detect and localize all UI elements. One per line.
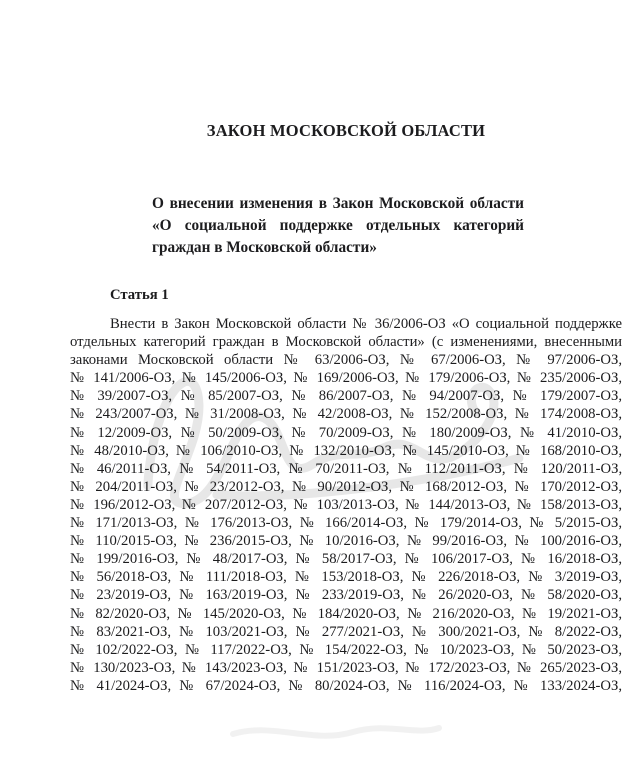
- law-number: № 204/2011-ОЗ,: [70, 478, 177, 495]
- law-number: № 171/2013-ОЗ,: [70, 515, 178, 532]
- law-number: № 153/2018-ОЗ,: [294, 569, 404, 586]
- scan-watermark-tail-icon: [225, 712, 445, 752]
- law-number: № 277/2021-ОЗ,: [295, 623, 404, 640]
- body-paragraph: Внести в Закон Московской области № 36/2006-ОЗ «О социальной поддержке отдельных категорий граждан в Московской области» (с изменениями, внесенными законами Московской области № 63/2006-ОЗ, № 67/2006-ОЗ, № 97/2006-ОЗ, № 141/2006-ОЗ, № 145/2006-ОЗ, № 169/2006-ОЗ, № 179/2006-ОЗ, № 235/2006-ОЗ, № 39/2007-ОЗ, № 85/2007-ОЗ, № 86/2007-ОЗ, № 94/2007-ОЗ, № 179/2007-ОЗ, № 243/2007-ОЗ, № 31/2008-ОЗ, № 42/2008-ОЗ, № 152/2008-ОЗ, № 174/2008-ОЗ, № 12/2009-ОЗ, № 50/2009-ОЗ, № 70/2009-ОЗ, № 180/2009-ОЗ, № 41/2010-ОЗ, № 48/2010-ОЗ, № 106/2010-ОЗ, № 132/2010-ОЗ, № 145/2010-ОЗ, № 168/2010-ОЗ, № 46/2011-ОЗ, № 54/2011-ОЗ, № 70/2011-ОЗ, № 112/2011-ОЗ, № 120/2011-ОЗ, № 204/2011-ОЗ, № 23/2012-ОЗ, № 90/2012-ОЗ, № 168/2012-ОЗ, № 170/2012-ОЗ, № 196/2012-ОЗ, № 207/2012-ОЗ, № 103/2013-ОЗ, № 144/2013-ОЗ, № 158/2013-ОЗ, № 171/2013-ОЗ, № 176/2013-ОЗ, № 166/2014-ОЗ, № 179/2014-ОЗ, № 5/2015-ОЗ, № 110/2015-ОЗ, № 236/2015-ОЗ, № 10/2016-ОЗ, № 99/2016-ОЗ, № 100/2016-ОЗ, № 199/2016-ОЗ, № 48/2017-ОЗ, № 58/2017-ОЗ, № 106/2017-ОЗ, № 16/2018-ОЗ, № 56/2018-ОЗ, № 111/2018-ОЗ, № 153/2018-ОЗ, № 226/2018-ОЗ, № 3/2019-ОЗ, № 23/2019-ОЗ, № 163/2019-ОЗ, № 233/2019-ОЗ, № 26/2020-ОЗ, № 58/2020-ОЗ, № 82/2020-ОЗ, № 145/2020-ОЗ, № 184/2020-ОЗ, № 216/2020-ОЗ, № 19/2021-ОЗ, № 83/2021-ОЗ, № 103/2021-ОЗ, № 277/2021-ОЗ, № 300/2021-ОЗ, № 8/2022-ОЗ, № 102/2022-ОЗ, № 117/2022-ОЗ, № 154/2022-ОЗ, № 10/2023-ОЗ, № 50/2023-ОЗ, № 130/2023-ОЗ, № 143/2023-ОЗ, № 151/2023-ОЗ, № 172/2023-ОЗ, № 265/2023-ОЗ, № 41/2024-ОЗ, № 67/2024-ОЗ, № 80/2024-ОЗ, № 116/2024-ОЗ, № 133/2024-ОЗ,: [70, 316, 623, 694]
- law-number: № 169/2006-ОЗ,: [293, 370, 399, 387]
- law-number: № 106/2010-ОЗ,: [175, 442, 283, 459]
- law-number: № 50/2023-ОЗ,: [521, 641, 622, 658]
- law-number: № 236/2015-ОЗ,: [184, 533, 292, 550]
- law-number: № 3/2019-ОЗ,: [528, 569, 623, 586]
- law-number: № 196/2012-ОЗ,: [70, 496, 176, 513]
- law-number: № 179/2007-ОЗ,: [512, 388, 623, 405]
- law-number: № 99/2016-ОЗ,: [406, 533, 508, 550]
- law-number: № 151/2023-ОЗ,: [293, 659, 399, 676]
- law-number: № 42/2008-ОЗ,: [292, 406, 393, 423]
- law-number: № 207/2012-ОЗ,: [181, 496, 287, 513]
- law-number: № 117/2022-ОЗ,: [184, 641, 292, 658]
- law-number: № 145/2006-ОЗ,: [181, 370, 287, 387]
- law-number: № 80/2024-ОЗ,: [288, 677, 390, 694]
- law-number: № 184/2020-ОЗ,: [292, 605, 400, 622]
- law-number: № 94/2007-ОЗ,: [401, 388, 505, 405]
- law-number: № 67/2024-ОЗ,: [179, 677, 281, 694]
- law-number: № 86/2007-ОЗ,: [291, 388, 394, 405]
- law-number: № 46/2011-ОЗ,: [70, 460, 171, 477]
- law-number: № 39/2007-ОЗ,: [70, 388, 173, 405]
- law-number: № 233/2019-ОЗ,: [295, 587, 404, 604]
- document-subtitle: О внесении изменения в Закон Московской области «О социальной поддержке отдельных категорий граждан в Московской области»: [152, 195, 524, 256]
- law-number: № 100/2016-ОЗ,: [514, 533, 622, 550]
- law-number: № 103/2013-ОЗ,: [293, 496, 399, 513]
- law-number: № 97/2006-ОЗ,: [516, 352, 622, 369]
- law-number: № 48/2017-ОЗ,: [186, 551, 288, 568]
- law-number: № 110/2015-ОЗ,: [70, 533, 177, 550]
- law-number: № 5/2015-ОЗ,: [529, 515, 623, 532]
- law-number: № 56/2018-ОЗ,: [70, 569, 172, 586]
- law-number: № 174/2008-ОЗ,: [514, 406, 623, 423]
- law-number: № 168/2012-ОЗ,: [399, 478, 508, 495]
- law-number: № 41/2010-ОЗ,: [519, 424, 623, 441]
- law-number: № 103/2021-ОЗ,: [179, 623, 288, 640]
- law-number: № 85/2007-ОЗ,: [180, 388, 283, 405]
- law-number: № 226/2018-ОЗ,: [411, 569, 521, 586]
- document-title: ЗАКОН МОСКОВСКОЙ ОБЛАСТИ: [206, 121, 486, 140]
- law-number: № 132/2010-ОЗ,: [289, 442, 396, 459]
- law-number: № 163/2019-ОЗ,: [179, 587, 288, 604]
- law-number: № 41/2024-ОЗ,: [70, 677, 172, 694]
- law-number: № 31/2008-ОЗ,: [184, 406, 285, 423]
- law-number: № 143/2023-ОЗ,: [181, 659, 287, 676]
- law-number: № 158/2013-ОЗ,: [516, 496, 623, 513]
- law-number: № 111/2018-ОЗ,: [179, 569, 287, 586]
- law-number: № 154/2022-ОЗ,: [299, 641, 407, 658]
- law-number: № 130/2023-ОЗ,: [70, 659, 176, 676]
- law-number: № 70/2011-ОЗ,: [288, 460, 390, 477]
- law-number: № 144/2013-ОЗ,: [405, 496, 511, 513]
- law-number: № 82/2020-ОЗ,: [70, 605, 170, 622]
- law-number: № 172/2023-ОЗ,: [405, 659, 511, 676]
- law-number: № 26/2020-ОЗ,: [411, 587, 513, 604]
- law-number: № 179/2014-ОЗ,: [414, 515, 522, 532]
- law-number: № 50/2009-ОЗ,: [180, 424, 283, 441]
- law-number: № 145/2010-ОЗ,: [402, 442, 509, 459]
- law-number: № 120/2011-ОЗ,: [513, 460, 623, 477]
- law-number: № 19/2021-ОЗ,: [522, 605, 623, 622]
- law-number: № 16/2018-ОЗ,: [521, 551, 623, 568]
- law-number: № 170/2012-ОЗ,: [514, 478, 622, 495]
- law-number: № 10/2023-ОЗ,: [414, 641, 515, 658]
- law-number: № 90/2012-ОЗ,: [292, 478, 393, 495]
- law-number: № 58/2017-ОЗ,: [295, 551, 397, 568]
- law-number: № 112/2011-ОЗ,: [397, 460, 506, 477]
- law-number: № 70/2009-ОЗ,: [291, 424, 394, 441]
- law-number: № 176/2013-ОЗ,: [184, 515, 293, 532]
- law-number: № 243/2007-ОЗ,: [70, 406, 178, 423]
- article-heading: Статья 1: [110, 287, 169, 303]
- law-number: № 152/2008-ОЗ,: [399, 406, 508, 423]
- law-number: № 63/2006-ОЗ,: [283, 352, 390, 369]
- law-number: № 8/2022-ОЗ,: [528, 623, 623, 640]
- law-number: № 67/2006-ОЗ,: [399, 352, 506, 369]
- law-number: № 48/2010-ОЗ,: [70, 442, 169, 459]
- law-number: № 83/2021-ОЗ,: [70, 623, 172, 640]
- law-number: № 180/2009-ОЗ,: [401, 424, 512, 441]
- law-number: № 133/2024-ОЗ,: [513, 677, 623, 694]
- law-number: № 106/2017-ОЗ,: [404, 551, 513, 568]
- law-number: № 12/2009-ОЗ,: [70, 424, 173, 441]
- law-number: № 300/2021-ОЗ,: [411, 623, 521, 640]
- law-number: № 23/2012-ОЗ,: [184, 478, 285, 495]
- law-number: № 102/2022-ОЗ,: [70, 641, 178, 658]
- law-number: № 179/2006-ОЗ,: [405, 370, 511, 387]
- law-number: № 168/2010-ОЗ,: [515, 442, 623, 459]
- law-number: № 116/2024-ОЗ,: [397, 677, 506, 694]
- law-number: № 141/2006-ОЗ,: [70, 370, 176, 387]
- law-number: № 216/2020-ОЗ,: [407, 605, 515, 622]
- law-number: № 10/2016-ОЗ,: [299, 533, 400, 550]
- law-number: № 235/2006-ОЗ,: [516, 370, 623, 387]
- law-number: № 54/2011-ОЗ,: [179, 460, 281, 477]
- law-number: № 58/2020-ОЗ,: [521, 587, 623, 604]
- law-number: № 199/2016-ОЗ,: [70, 551, 179, 568]
- law-number: № 23/2019-ОЗ,: [70, 587, 172, 604]
- law-number: № 265/2023-ОЗ,: [516, 659, 623, 676]
- law-number: № 166/2014-ОЗ,: [299, 515, 408, 532]
- law-number: № 145/2020-ОЗ,: [177, 605, 285, 622]
